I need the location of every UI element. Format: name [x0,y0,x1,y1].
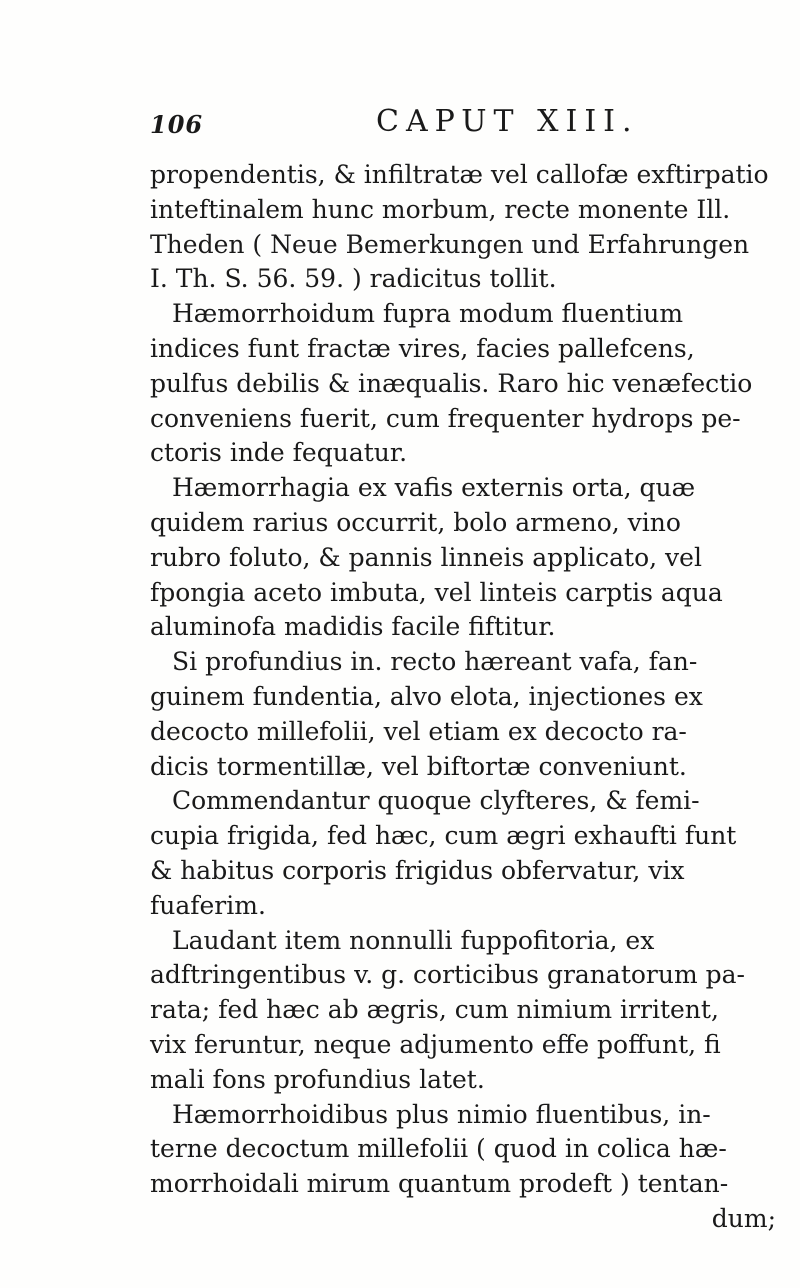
text-line: aluminofa madidis facile fiftitur. [150,612,556,642]
text-line: inteftinalem hunc morbum, recte monente Ill. [150,194,731,224]
text-line: Laudant item nonnulli fuppofitoria, ex [172,925,655,955]
text-line: cupia frigida, fed hæc, cum ægri exhaufti funt [150,821,737,851]
text-line: pulfus debilis & inæqualis. Raro hic venæfectio [150,368,753,398]
text-line: Hæmorrhoidibus plus nimio fluentibus, in- [172,1099,711,1129]
text-line: Commendantur quoque clyfteres, & femi- [172,786,700,816]
catchword: dum; [711,1203,776,1233]
text-line: & habitus corporis frigidus obfervatur, vix [150,855,685,885]
text-line: Hæmorrhoidum fupra modum fluentium [172,299,684,329]
text-line: adftringentibus v. g. corticibus granatorum pa- [150,960,745,990]
text-line: conveniens fuerit, cum frequenter hydrops pe- [150,403,741,433]
text-line: fuaferim. [150,890,266,920]
text-line: rata; fed hæc ab ægris, cum nimium irritent, [150,995,719,1025]
text-line: I. Th. S. 56. 59. ) radicitus tollit. [150,264,557,294]
text-line: quidem rarius occurrit, bolo armeno, vino [150,507,681,537]
text-line: Theden ( Neue Bemerkungen und Erfahrungen [150,229,750,259]
text-line: morrhoidali mirum quantum prodeft ) tentan- [150,1169,729,1199]
text-line: decocto millefolii, vel etiam ex decocto ra- [150,716,687,746]
text-line: rubro foluto, & pannis linneis applicato, vel [150,542,702,572]
text-line: indices funt fractæ vires, facies pallefcens, [150,333,695,363]
page-number: 106 [150,110,204,139]
text-line: propendentis, & infiltratæ vel callofæ exftirpatio [150,160,769,189]
text-line: Hæmorrhagia ex vafis externis orta, quæ [172,473,696,503]
text-line: dicis tormentillæ, vel biftortæ conveniunt. [150,751,687,781]
text-line: guinem fundentia, alvo elota, injectiones ex [150,681,703,711]
text-line: mali fons profundius latet. [150,1064,485,1094]
text-line: fpongia aceto imbuta, vel linteis carptis aqua [150,577,723,607]
text-line: vix feruntur, neque adjumento effe poffunt, fi [150,1029,721,1059]
text-line: terne decoctum millefolii ( quod in colica hæ- [150,1134,727,1164]
text-line: ctoris inde fequatur. [150,438,408,468]
text-line: Si profundius in. recto hæreant vafa, fan- [172,647,698,677]
body-text [150,158,790,1237]
page-header [150,104,750,144]
running-head: CAPUT XIII. [376,104,639,139]
